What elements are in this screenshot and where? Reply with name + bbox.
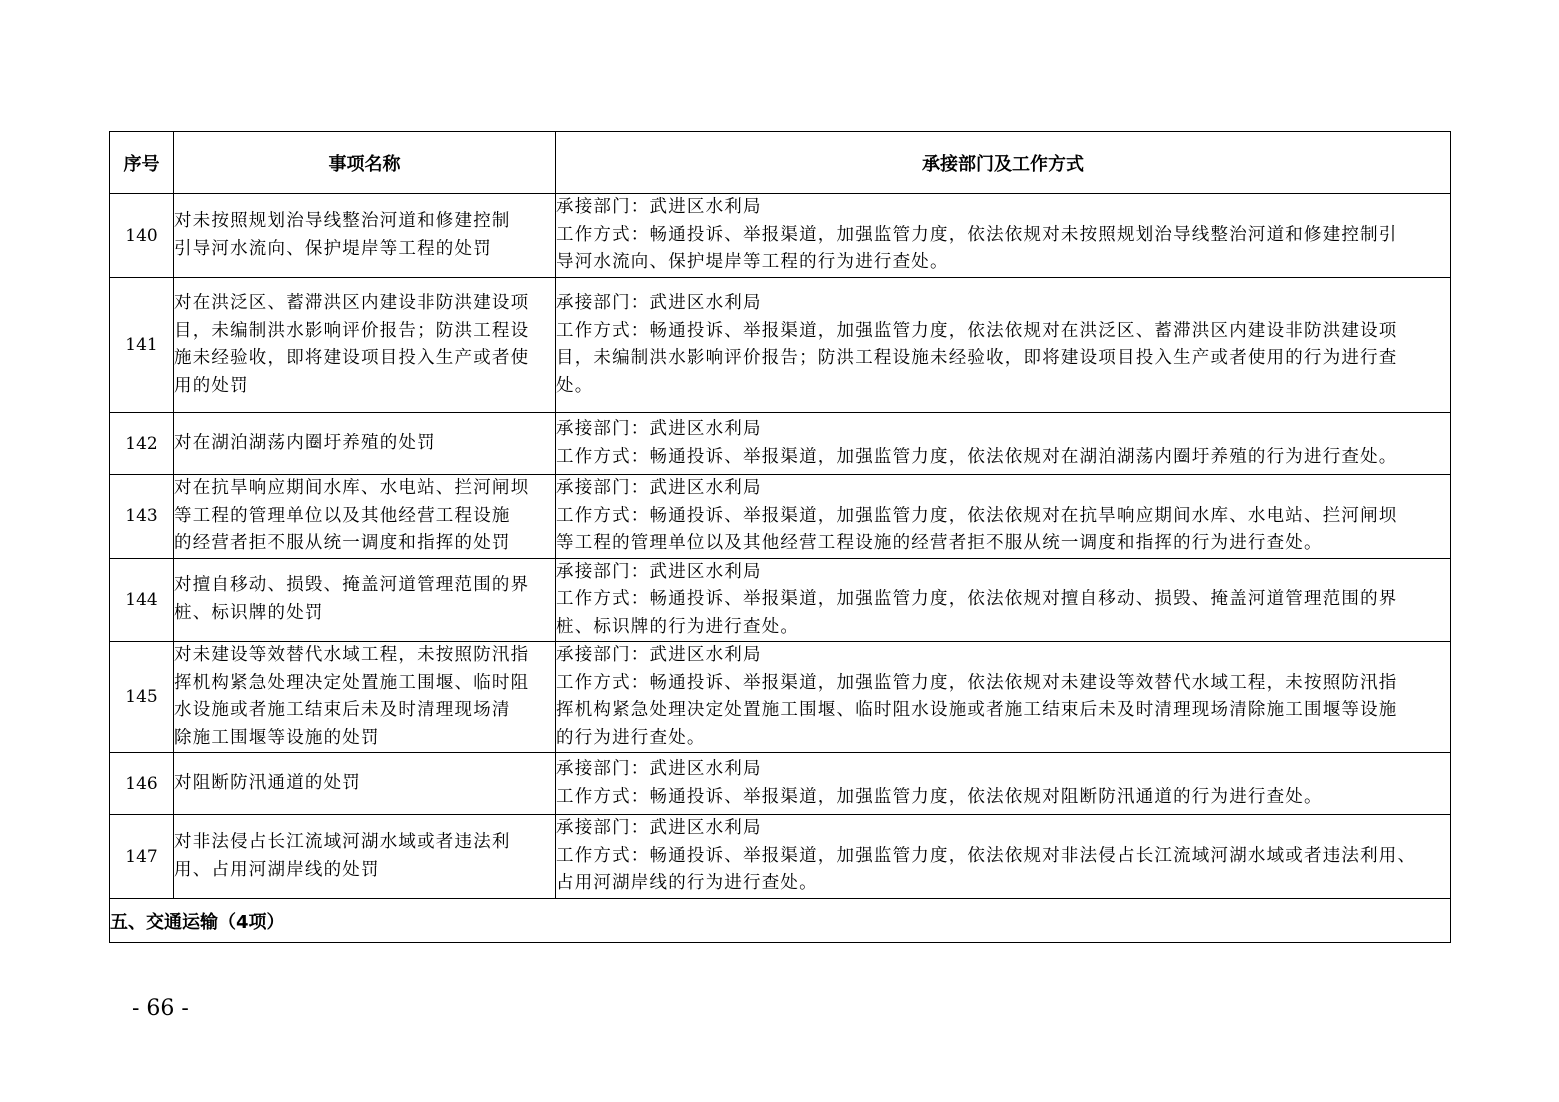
item-name-line: 水设施或者施工结束后未及时清理现场清 — [174, 700, 511, 720]
dept-method — [556, 558, 1451, 642]
section-title: 五、交通运输（4项） — [110, 899, 1451, 943]
row-number: 146 — [110, 753, 174, 815]
row-number: 142 — [110, 413, 174, 475]
header-num: 序号 — [110, 132, 174, 194]
dept-method-line: 承接部门：武进区水利局 — [556, 645, 762, 665]
item-name-line: 用、占用河湖岸线的处罚 — [174, 859, 380, 880]
item-name-line: 对在洪泛区、蓄滞洪区内建设非防洪建设项 — [174, 293, 530, 313]
table-row — [110, 815, 1451, 899]
table-row — [110, 753, 1451, 815]
dept-method — [556, 642, 1451, 753]
dept-method-line: 承接部门：武进区水利局 — [556, 818, 762, 839]
table-row — [110, 475, 1451, 559]
dept-method — [556, 194, 1451, 278]
table-row — [110, 278, 1451, 413]
dept-method-line: 工作方式：畅通投诉、举报渠道，加强监管力度，依法依规对擅自移动、损毁、掩盖河道管理范围的界 — [556, 589, 1398, 609]
item-name-line: 对在湖泊湖荡内圈圩养殖的处罚 — [174, 432, 436, 453]
item-name-line: 引导河水流向、保护堤岸等工程的处罚 — [174, 238, 492, 259]
item-name — [174, 558, 556, 642]
dept-method-line: 桩、标识牌的行为进行查处。 — [556, 616, 800, 637]
dept-method-line: 占用河湖岸线的行为进行查处。 — [556, 873, 818, 894]
dept-method-line: 的行为进行查处。 — [556, 727, 706, 748]
item-name — [174, 194, 556, 278]
item-name-line: 挥机构紧急处理决定处置施工围堰、临时阻 — [174, 672, 530, 693]
row-number: 140 — [110, 194, 174, 278]
dept-method-line: 承接部门：武进区水利局 — [556, 197, 762, 218]
dept-method-line: 等工程的管理单位以及其他经营工程设施的经营者拒不服从统一调度和指挥的行为进行查处。 — [556, 533, 1323, 553]
row-number: 141 — [110, 278, 174, 413]
item-name-line: 除施工围堰等设施的处罚 — [174, 727, 380, 748]
item-name — [174, 278, 556, 413]
item-name-line: 对未建设等效替代水域工程，未按照防汛指 — [174, 645, 530, 665]
table-header-row — [110, 132, 1451, 194]
item-name-line: 用的处罚 — [174, 375, 249, 396]
header-dept: 承接部门及工作方式 — [556, 132, 1451, 194]
item-name — [174, 413, 556, 475]
item-name-line: 目，未编制洪水影响评价报告；防洪工程设 — [174, 320, 530, 341]
dept-method-line: 导河水流向、保护堤岸等工程的行为进行查处。 — [556, 252, 949, 273]
row-number: 144 — [110, 558, 174, 642]
dept-method — [556, 278, 1451, 413]
item-name — [174, 642, 556, 753]
dept-method-line: 工作方式：畅通投诉、举报渠道，加强监管力度，依法依规对未建设等效替代水域工程，未按照防汛指 — [556, 672, 1398, 693]
dept-method-line: 工作方式：畅通投诉、举报渠道，加强监管力度，依法依规对非法侵占长江流域河湖水域或者违法利用、 — [556, 845, 1417, 866]
dept-method — [556, 413, 1451, 475]
item-name-line: 桩、标识牌的处罚 — [174, 602, 324, 623]
header-name: 事项名称 — [174, 132, 556, 194]
item-name-line: 对未按照规划治导线整治河道和修建控制 — [174, 211, 511, 231]
dept-method-line: 承接部门：武进区水利局 — [556, 561, 762, 582]
dept-method-line: 承接部门：武进区水利局 — [556, 419, 762, 439]
item-name — [174, 815, 556, 899]
dept-method-line: 承接部门：武进区水利局 — [556, 293, 762, 313]
section-row — [110, 899, 1451, 943]
row-number: 147 — [110, 815, 174, 899]
item-name-line: 的经营者拒不服从统一调度和指挥的处罚 — [174, 533, 511, 553]
item-name-line: 对擅自移动、损毁、掩盖河道管理范围的界 — [174, 575, 530, 596]
dept-method-line: 挥机构紧急处理决定处置施工围堰、临时阻水设施或者施工结束后未及时清理现场清除施工围堰等设施 — [556, 700, 1398, 720]
item-name — [174, 475, 556, 559]
dept-method-line: 承接部门：武进区水利局 — [556, 478, 762, 498]
dept-method — [556, 753, 1451, 815]
row-number: 145 — [110, 642, 174, 753]
dept-method-line: 工作方式：畅通投诉、举报渠道，加强监管力度，依法依规对在湖泊湖荡内圈圩养殖的行为进行查处。 — [556, 446, 1398, 467]
table-row — [110, 413, 1451, 475]
dept-method-line: 工作方式：畅通投诉、举报渠道，加强监管力度，依法依规对阻断防汛通道的行为进行查处。 — [556, 786, 1323, 807]
dept-method-line: 处。 — [556, 375, 594, 396]
table-row — [110, 558, 1451, 642]
item-name-line: 对在抗旱响应期间水库、水电站、拦河闸坝 — [174, 478, 530, 498]
item-name-line: 对阻断防汛通道的处罚 — [174, 772, 361, 793]
page-number: - 66 - — [132, 996, 189, 1021]
table-row — [110, 194, 1451, 278]
dept-method-line: 工作方式：畅通投诉、举报渠道，加强监管力度，依法依规对未按照规划治导线整治河道和修建控制引 — [556, 224, 1398, 245]
item-name — [174, 753, 556, 815]
dept-method-line: 工作方式：畅通投诉、举报渠道，加强监管力度，依法依规对在抗旱响应期间水库、水电站、拦河闸坝 — [556, 505, 1398, 526]
dept-method — [556, 475, 1451, 559]
item-name-line: 等工程的管理单位以及其他经营工程设施 — [174, 505, 511, 526]
dept-method-line: 目，未编制洪水影响评价报告；防洪工程设施未经验收，即将建设项目投入生产或者使用的行为进行查 — [556, 348, 1398, 368]
items-table — [109, 131, 1451, 943]
dept-method — [556, 815, 1451, 899]
row-number: 143 — [110, 475, 174, 559]
dept-method-line: 承接部门：武进区水利局 — [556, 759, 762, 779]
item-name-line: 施未经验收，即将建设项目投入生产或者使 — [174, 348, 530, 368]
dept-method-line: 工作方式：畅通投诉、举报渠道，加强监管力度，依法依规对在洪泛区、蓄滞洪区内建设非防洪建设项 — [556, 320, 1398, 341]
table-row — [110, 642, 1451, 753]
item-name-line: 对非法侵占长江流域河湖水域或者违法利 — [174, 832, 511, 852]
